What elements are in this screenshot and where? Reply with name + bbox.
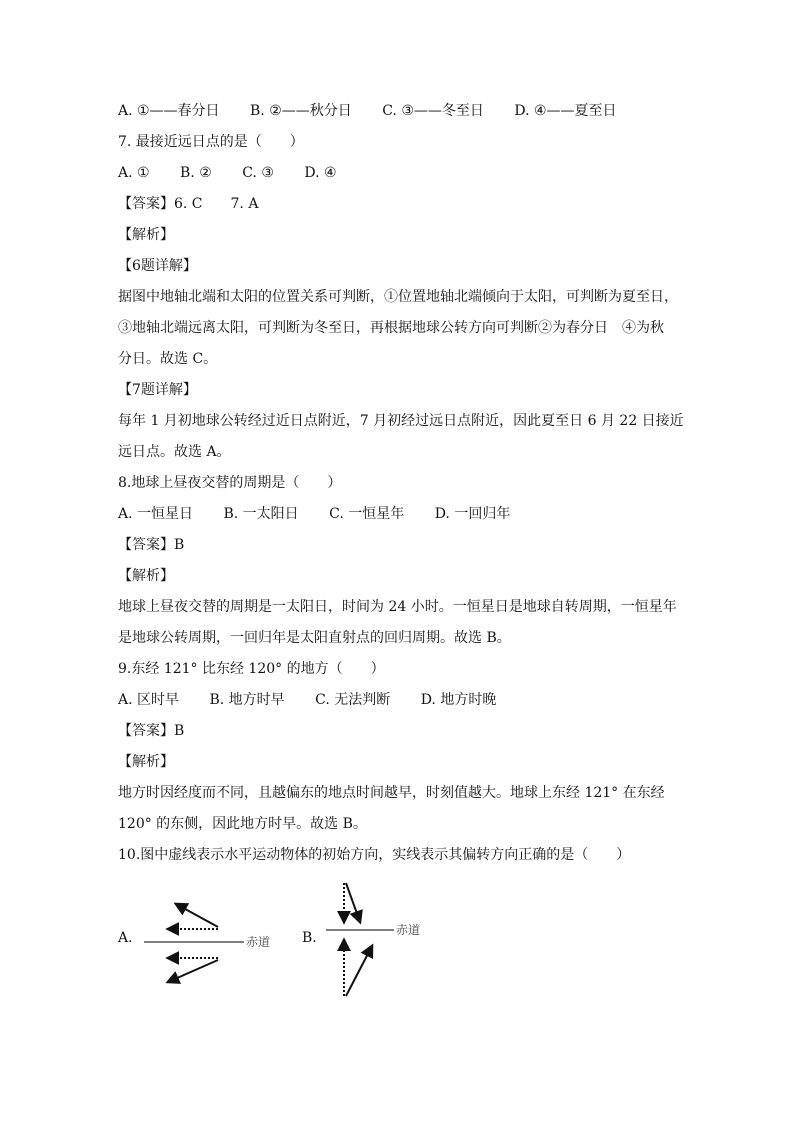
q8-answer: 【答案】B bbox=[118, 537, 185, 553]
q6-options bbox=[118, 96, 678, 127]
q7-option-a[interactable]: A. ① bbox=[118, 165, 150, 181]
q9-explanation-line: 地方时因经度而不同，且越偏东的地点时间越早，时刻值越大。地球上东经 121° 在东经 bbox=[118, 785, 665, 801]
q8-analysis-heading: 【解析】 bbox=[118, 568, 174, 584]
q9-analysis-heading: 【解析】 bbox=[118, 754, 174, 770]
q6-explanation-line: 分日。故选 C。 bbox=[118, 351, 218, 367]
q9-answer: 【答案】B bbox=[118, 723, 185, 739]
q8-option-b[interactable]: B. 一太阳日 bbox=[223, 506, 299, 522]
q9-explanation-line: 120° 的东侧，因此地方时早。故选 B。 bbox=[118, 816, 367, 832]
q6-7-analysis-heading: 【解析】 bbox=[118, 227, 174, 243]
q6-option-b[interactable]: B. ②——秋分日 bbox=[250, 103, 352, 119]
q8-explanation-line: 是地球公转周期，一回归年是太阳直射点的回归周期。故选 B。 bbox=[118, 630, 511, 646]
q9-option-b[interactable]: B. 地方时早 bbox=[209, 692, 285, 708]
document-page bbox=[118, 96, 684, 871]
q8-stem: 8.地球上昼夜交替的周期是（ ） bbox=[118, 475, 342, 491]
q9-options bbox=[118, 685, 678, 716]
q9-explanation bbox=[118, 778, 678, 840]
figure-b bbox=[326, 883, 420, 996]
q6-7-answer: 【答案】6. C 7. A bbox=[118, 196, 259, 212]
q7-explanation bbox=[118, 406, 684, 468]
deflection-solid-arrow bbox=[346, 883, 360, 922]
q10-figure bbox=[118, 878, 538, 1003]
q6-option-c[interactable]: C. ③——冬至日 bbox=[382, 103, 484, 119]
q9-option-d[interactable]: D. 地方时晚 bbox=[420, 692, 497, 708]
q7-stem: 7. 最接近远日点的是（ ） bbox=[118, 134, 304, 150]
deflection-solid-arrow bbox=[168, 960, 218, 982]
q7-options bbox=[118, 158, 678, 189]
q7-option-c[interactable]: C. ③ bbox=[242, 165, 274, 181]
q8-option-d[interactable]: D. 一回归年 bbox=[434, 506, 511, 522]
q9-stem: 9.东经 121° 比东经 120° 的地方（ ） bbox=[118, 661, 385, 677]
q8-option-c[interactable]: C. 一恒星年 bbox=[329, 506, 405, 522]
q9-option-a[interactable]: A. 区时早 bbox=[118, 692, 180, 708]
q6-explanation-line: ③地轴北端远离太阳，可判断为冬至日，再根据地球公转方向可判断②为春分日 ④为秋 bbox=[118, 320, 664, 336]
q6-detail-heading: 【6题详解】 bbox=[118, 258, 197, 274]
q7-explanation-line: 远日点。故选 A。 bbox=[118, 444, 231, 460]
equator-label-b: 赤道 bbox=[396, 923, 421, 937]
q6-explanation-line: 据图中地轴北端和太阳的位置关系可判断，①位置地轴北端倾向于太阳，可判断为夏至日， bbox=[118, 289, 678, 305]
deflection-solid-arrow bbox=[176, 904, 218, 927]
q6-option-a[interactable]: A. ①——春分日 bbox=[118, 103, 220, 119]
q7-option-b[interactable]: B. ② bbox=[180, 165, 212, 181]
q8-options bbox=[118, 499, 678, 530]
q8-option-a[interactable]: A. 一恒星日 bbox=[118, 506, 194, 522]
deflection-solid-arrow bbox=[346, 946, 372, 996]
q7-explanation-line: 每年 1 月初地球公转经过近日点附近，7 月初经过远日点附近，因此夏至日 6 月 22 日接近 bbox=[118, 413, 684, 429]
deflection-diagram bbox=[118, 878, 538, 1003]
q7-option-d[interactable]: D. ④ bbox=[304, 165, 337, 181]
q8-explanation-line: 地球上昼夜交替的周期是一太阳日，时间为 24 小时。一恒星日是地球自转周期，一恒星年 bbox=[118, 599, 677, 615]
q10-stem: 10.图中虚线表示水平运动物体的初始方向，实线表示其偏转方向正确的是（ ） bbox=[118, 847, 631, 863]
q6-option-d[interactable]: D. ④——夏至日 bbox=[514, 103, 617, 119]
q9-option-c[interactable]: C. 无法判断 bbox=[315, 692, 391, 708]
q6-explanation bbox=[118, 282, 678, 375]
q7-detail-heading: 【7题详解】 bbox=[118, 382, 197, 398]
q8-explanation bbox=[118, 592, 678, 654]
figure-a-letter[interactable]: A. bbox=[118, 930, 133, 946]
equator-label-a: 赤道 bbox=[246, 935, 271, 949]
figure-a bbox=[144, 904, 270, 982]
figure-b-letter[interactable]: B. bbox=[302, 930, 317, 946]
